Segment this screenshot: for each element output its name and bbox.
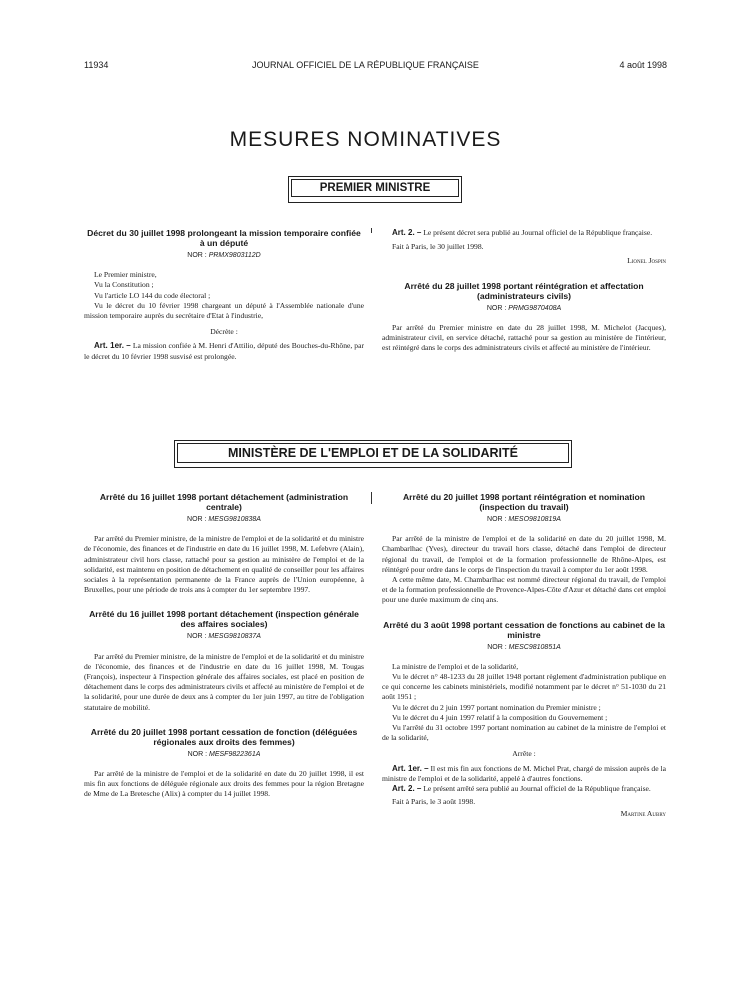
paragraph: Par arrêté du Premier ministre en date du 28 juillet 1998, M. Michelot (Jacques), administrateur civil, en service détaché, rattaché pour sa gestion au ministère de l'intérieur, est réintégré dans le corps des administrateurs civils et affecté au ministère de l'intérieur. xyxy=(382,322,666,353)
arrete-title: Arrêté du 3 août 1998 portant cessation de fonctions au cabinet de la ministre xyxy=(383,619,665,640)
nor-line: NOR : PRMX9803112D xyxy=(187,252,261,259)
nor-line: NOR : PRMG9870408A xyxy=(486,304,562,312)
paragraph: Vu l'arrêté du 31 octobre 1997 portant nomination au cabinet de la ministre de l'emploi et de la solidarité, xyxy=(382,723,666,743)
arrete-title: Arrêté du 20 juillet 1998 portant cessation de fonction (déléguées régionales aux droits des femmes) xyxy=(90,726,358,747)
arrete: Arrête : xyxy=(512,749,536,759)
nor-line: NOR : MESO9810819A xyxy=(487,516,561,523)
article-2: Art. 2. – Le présent arrêté sera publié au Journal officiel de la République française. xyxy=(392,784,651,794)
article-1: Art. 1er. – Il est mis fin aux fonctions de M. Michel Prat, chargé de mission auprès de la ministre de l'emploi et de la solidarité, appelé à d'autres fonctions. xyxy=(382,763,666,783)
paragraph: Vu le décret du 4 juin 1997 relatif à la composition du Gouvernement ; xyxy=(392,712,608,722)
nor-line: NOR : MESG9810837A xyxy=(187,633,261,641)
nor-line: NOR : MESF9822361A xyxy=(187,750,261,758)
nor-line: NOR : MESC9810851A xyxy=(487,643,561,651)
decret-block xyxy=(84,228,364,362)
paragraph: Par arrêté de la ministre de l'emploi et de la solidarité en date du 20 juillet 1998, M. Chambarlhac (Yves), directeur du travail hors classe, détaché dans l'emploi de directeur régional du travail, de l'emploi et de la formation professionnelle de Rhône-Alpes, est réintégré pour ordre dans le corps de l'inspection du travail à compter du 1er août 1998. xyxy=(382,534,666,574)
arrete-title: Arrêté du 28 juillet 1998 portant réintégration et affectation (administrateurs civils) xyxy=(404,280,644,301)
paragraph: Vu le décret du 10 février 1998 chargeant un député à l'Assemblée nationale d'une mission temporaire auprès du secrétaire d'Etat à l'industrie, xyxy=(84,300,364,321)
paragraph: Vu la Constitution ; xyxy=(94,280,154,290)
right-column xyxy=(382,492,666,820)
arrete-title: Arrêté du 20 juillet 1998 portant réintégration et nomination (inspection du travail) xyxy=(402,492,646,512)
signature: Lionel Jospin xyxy=(627,256,666,266)
paragraph: Le Premier ministre, xyxy=(94,270,157,280)
left-column xyxy=(84,492,364,800)
column-divider xyxy=(371,228,372,233)
page-number: 11934 xyxy=(84,60,109,70)
paragraph: Vu le décret du 2 juin 1997 portant nomination du Premier ministre ; xyxy=(392,702,601,712)
fait-a-paris: Fait à Paris, le 3 août 1998. xyxy=(392,797,476,807)
paragraph: Par arrêté de la ministre de l'emploi et de la solidarité en date du 20 juillet 1998, il est mis fin aux fonctions de déléguée régionale aux droits des femmes pour la région Bretagne de Mme de La Bretesche (Alix) à compter du 14 juillet 1998. xyxy=(84,769,364,799)
paragraph: Vu l'article LO 144 du code électoral ; xyxy=(94,290,211,300)
decret-title: Décret du 30 juillet 1998 prolongeant la mission temporaire confiée à un député xyxy=(87,228,361,248)
arrete-title: Arrêté du 16 juillet 1998 portant détachement (inspection générale des affaires sociales) xyxy=(89,609,359,630)
article-2: Art. 2. – Le présent décret sera publié au Journal officiel de la République française. xyxy=(392,228,653,237)
decret-continued xyxy=(382,228,666,353)
signature: Martine Aubry xyxy=(620,809,666,819)
paragraph: Par arrêté du Premier ministre, de la ministre de l'emploi et de la solidarité et du ministre de l'économie, des finances et de l'industrie en date du 16 juillet 1998, M. Tougas (François), inspecteur à l'inspection générale des affaires sociales, est placé en position de détachement dans le corps des administrateurs civils et affecté au ministère de l'emploi et de la solidarité, pour une durée de deux ans à compter du 1er juin 1997, au titre de l'obligation statutaire de mobilité. xyxy=(84,651,364,712)
paragraph: La ministre de l'emploi et de la solidarité, xyxy=(392,661,519,671)
paragraph: A cette même date, M. Chambarlhac est nommé directeur régional du travail, de l'emploi et de la formation professionnelle de Provence-Alpes-Côte d'Azur et détaché dans cet emploi pour une durée maximum de cinq ans. xyxy=(382,575,666,605)
nor-line: NOR : MESG9810838A xyxy=(187,516,261,523)
section-title: PREMIER MINISTRE xyxy=(291,179,459,197)
issue-date: 4 août 1998 xyxy=(619,60,667,70)
article-1: Art. 1er. – La mission confiée à M. Henri d'Attilio, député des Bouches-du-Rhône, par le décret du 10 février 1998 susvisé est prolongée. xyxy=(84,341,365,361)
main-title: MESURES NOMINATIVES xyxy=(229,128,502,151)
section-title: MINISTÈRE DE L'EMPLOI ET DE LA SOLIDARITÉ xyxy=(177,443,569,463)
journal-title: JOURNAL OFFICIEL DE LA RÉPUBLIQUE FRANÇAISE xyxy=(252,60,479,70)
fait-a-paris: Fait à Paris, le 30 juillet 1998. xyxy=(392,242,484,252)
paragraph: Par arrêté du Premier ministre, de la ministre de l'emploi et de la solidarité et du ministre de l'économie, des finances et de l'industrie en date du 16 juillet 1998, M. Lefebvre (Alain), administrateur civil hors classe, rattaché pour sa gestion au ministère de l'emploi et de la solidarité, est maintenu en position de détachement en qualité de conseiller pour les affaires sociales à la représentation permanente de la France auprès de l'Union européenne, à Bruxelles, pour une période de trois ans à compter du 1er septembre 1997. xyxy=(84,534,364,595)
section-premier-ministre xyxy=(288,176,462,203)
arrete-title: Arrêté du 16 juillet 1998 portant détachement (administration centrale) xyxy=(99,492,349,512)
section-ministere-emploi xyxy=(174,440,572,468)
paragraph: Vu le décret n° 48-1233 du 28 juillet 1948 portant règlement d'administration publique en ce qui concerne les cabinets ministériels, modifié notamment par le décret n° 51-1030 du 21 août 1951 ; xyxy=(382,672,666,702)
column-divider xyxy=(371,492,372,504)
decrete: Décrète : xyxy=(210,327,238,337)
